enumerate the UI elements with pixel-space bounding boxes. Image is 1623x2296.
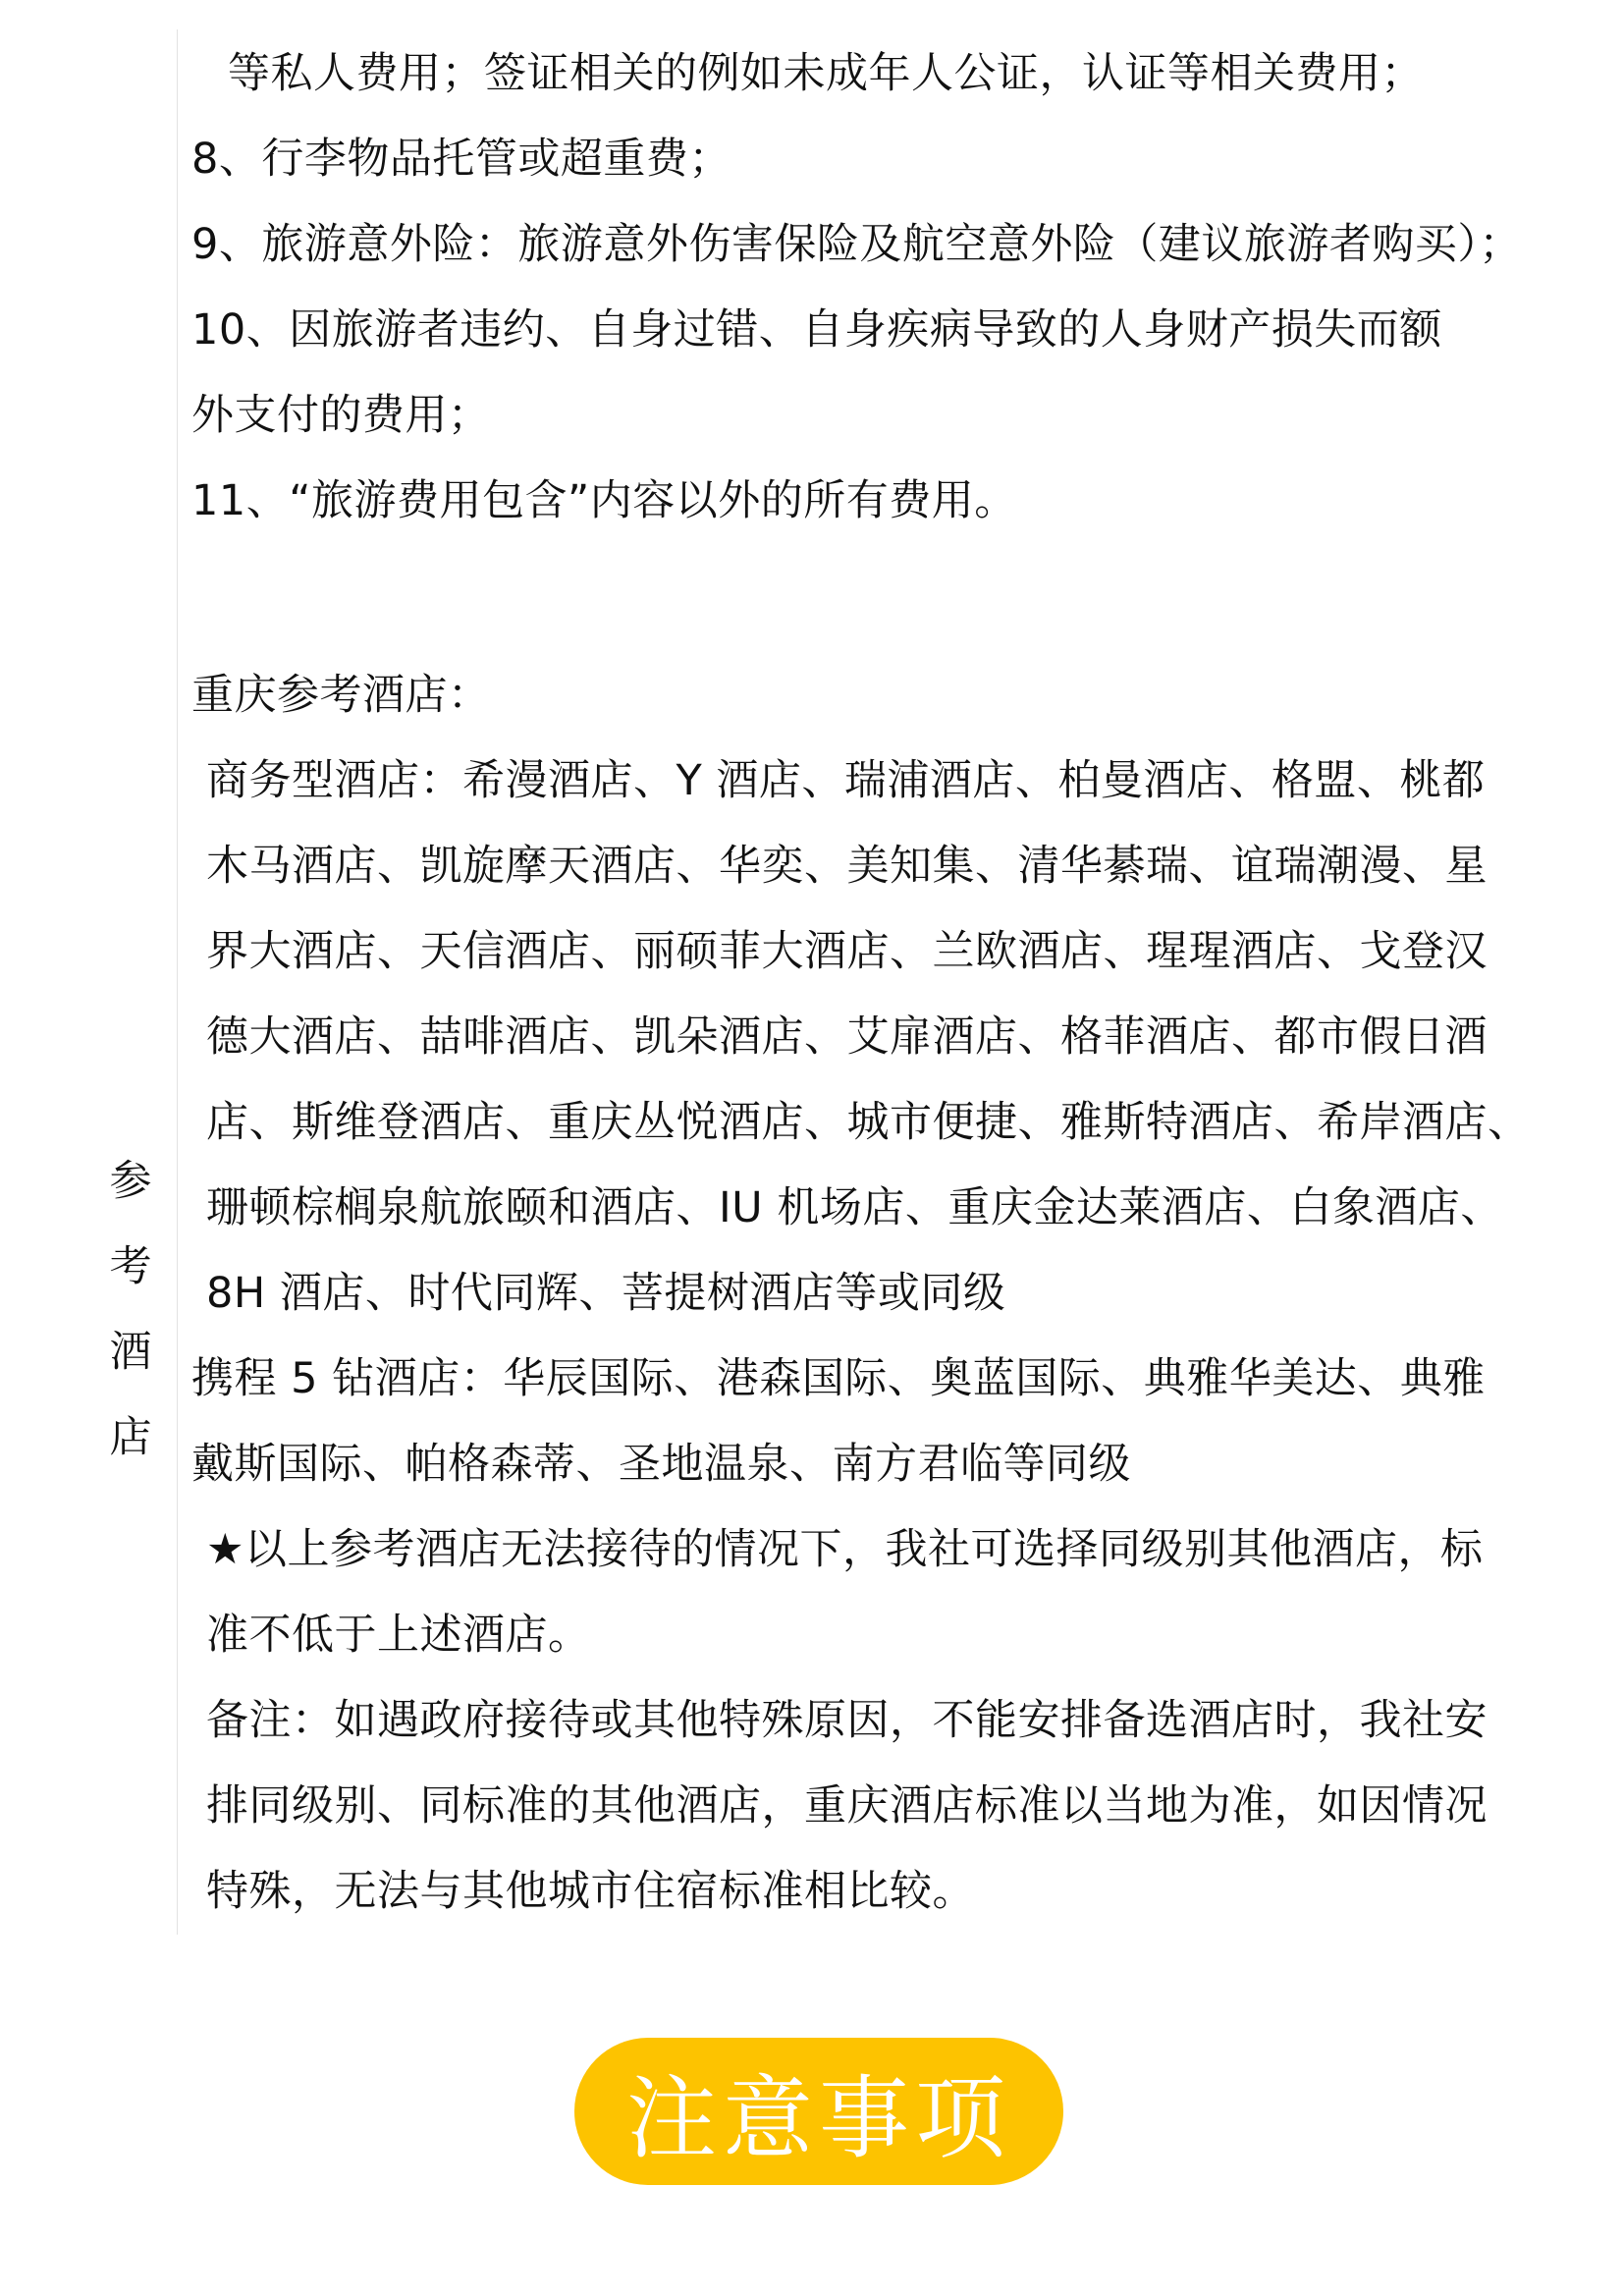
hotels-line: 德大酒店、喆啡酒店、凯朵酒店、艾扉酒店、格菲酒店、都市假日酒: [206, 1012, 1488, 1062]
hotels-remark: 备注：如遇政府接待或其他特殊原因，不能安排备选酒店时，我社安: [206, 1696, 1488, 1745]
hotels-line: 商务型酒店：希漫酒店、Y 酒店、瑞浦酒店、柏曼酒店、格盟、桃都: [206, 756, 1486, 805]
list-item: 8、行李物品托管或超重费；: [191, 135, 731, 184]
hotels-line: 店、斯维登酒店、重庆丛悦酒店、城市便捷、雅斯特酒店、希岸酒店、: [206, 1098, 1531, 1147]
hotels-remark: 排同级别、同标准的其他酒店，重庆酒店标准以当地为准，如因情况: [206, 1781, 1488, 1831]
list-item: 等私人费用；签证相关的例如未成年人公证，认证等相关费用；: [228, 49, 1424, 98]
side-label-char: 酒: [109, 1328, 152, 1377]
list-item: 10、因旅游者违约、自身过错、自身疾病导致的人身财产损失而额: [191, 305, 1442, 355]
hotels-line: 珊顿棕榈泉航旅颐和酒店、IU 机场店、重庆金达莱酒店、白象酒店、: [206, 1183, 1503, 1232]
table-divider: [177, 29, 178, 1935]
hotels-line: 携程 5 钻酒店：华辰国际、港森国际、奥蓝国际、典雅华美达、典雅: [191, 1354, 1486, 1403]
side-label-char: 参: [109, 1157, 152, 1206]
hotels-note: ★以上参考酒店无法接待的情况下，我社可选择同级别其他酒店，标: [206, 1525, 1484, 1574]
hotels-line: 戴斯国际、帕格森蒂、圣地温泉、南方君临等同级: [191, 1440, 1131, 1489]
hotels-heading: 重庆参考酒店：: [191, 671, 491, 720]
list-item: 外支付的费用；: [191, 391, 491, 440]
list-item: 9、旅游意外险：旅游意外伤害保险及航空意外险（建议旅游者购买）；: [191, 220, 1522, 269]
hotels-note: 准不低于上述酒店。: [206, 1611, 591, 1660]
hotels-line: 8H 酒店、时代同辉、菩提树酒店等或同级: [206, 1269, 1006, 1318]
side-label-char: 店: [109, 1413, 152, 1462]
side-label-char: 考: [109, 1242, 152, 1291]
hotels-line: 木马酒店、凯旋摩天酒店、华奕、美知集、清华綦瑞、谊瑞潮漫、星: [206, 842, 1488, 891]
hotels-line: 界大酒店、天信酒店、丽硕菲大酒店、兰欧酒店、瑆瑆酒店、戈登汉: [206, 927, 1488, 976]
hotels-remark: 特殊，无法与其他城市住宿标准相比较。: [206, 1867, 975, 1916]
reference-hotels-label: [106, 1139, 155, 1481]
notice-section-header: [574, 2038, 1063, 2185]
notice-section-label: 注意事项: [625, 2066, 1011, 2171]
list-item: 11、“旅游费用包含”内容以外的所有费用。: [191, 476, 1017, 525]
